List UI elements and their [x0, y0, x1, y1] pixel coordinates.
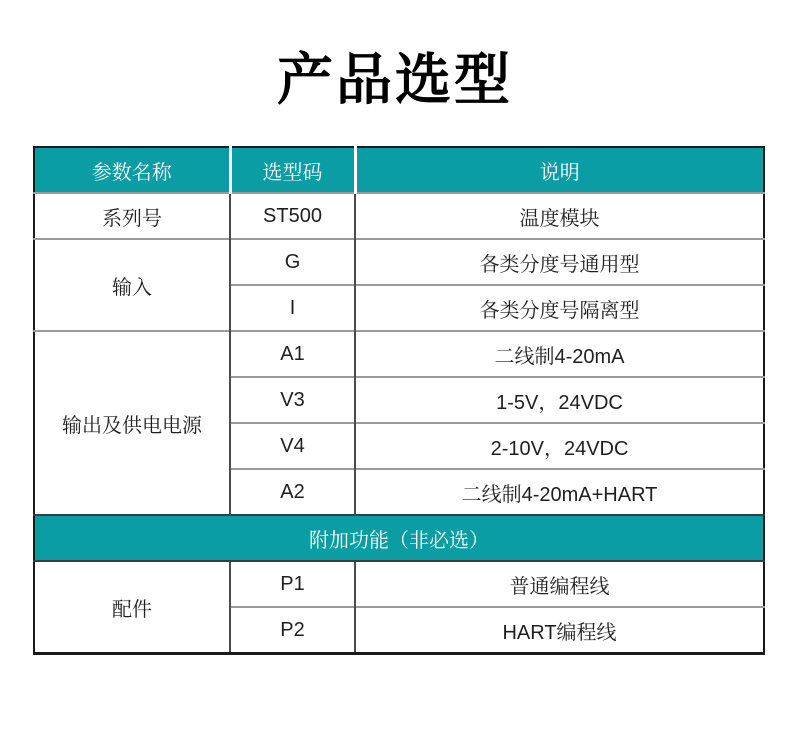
code-cell: A1	[230, 331, 355, 377]
table-row-input-g	[34, 239, 764, 285]
desc-cell: 温度模块	[355, 193, 764, 239]
desc-cell: 1-5V，24VDC	[355, 377, 764, 423]
section-band-label: 附加功能（非必选）	[34, 515, 764, 561]
param-cell-accessories: 配件	[34, 561, 230, 654]
code-cell: A2	[230, 469, 355, 515]
page-title: 产品选型	[277, 48, 513, 111]
desc-cell: 各类分度号通用型	[355, 239, 764, 285]
code-cell: V4	[230, 423, 355, 469]
table-row-output-a1	[34, 331, 764, 377]
table-container	[33, 146, 763, 655]
code-cell: P1	[230, 561, 355, 607]
product-selection-table	[33, 146, 765, 655]
code-cell: ST500	[230, 193, 355, 239]
desc-cell: 二线制4-20mA	[355, 331, 764, 377]
col-header-description: 说明	[355, 147, 764, 193]
table-row-accessory-p1	[34, 561, 764, 607]
param-cell-series: 系列号	[34, 193, 230, 239]
desc-cell: 2-10V，24VDC	[355, 423, 764, 469]
code-cell: V3	[230, 377, 355, 423]
header-row	[34, 147, 764, 193]
section-band-row	[34, 515, 764, 561]
param-cell-input: 输入	[34, 239, 230, 331]
table-row-series	[34, 193, 764, 239]
desc-cell: 普通编程线	[355, 561, 764, 607]
col-header-parameter-name: 参数名称	[34, 147, 230, 193]
code-cell: I	[230, 285, 355, 331]
desc-cell: 各类分度号隔离型	[355, 285, 764, 331]
param-cell-output-power: 输出及供电电源	[34, 331, 230, 515]
desc-cell: HART编程线	[355, 607, 764, 654]
col-header-selection-code: 选型码	[230, 147, 355, 193]
code-cell: P2	[230, 607, 355, 654]
code-cell: G	[230, 239, 355, 285]
desc-cell: 二线制4-20mA+HART	[355, 469, 764, 515]
